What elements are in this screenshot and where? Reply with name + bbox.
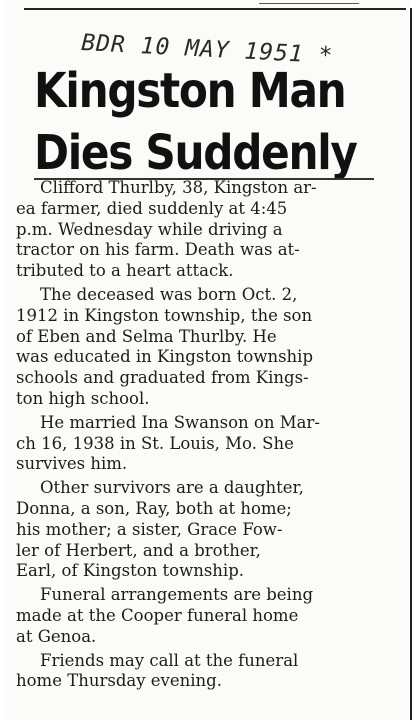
paragraph-5 — [16, 585, 401, 647]
text-line: ch 16, 1938 in St. Louis, Mo. She — [16, 433, 294, 453]
text-line: Friends may call at the funeral — [40, 650, 299, 670]
headline — [34, 60, 404, 184]
text-line: Donna, a son, Ray, both at home; — [16, 498, 292, 518]
text-line: of Eben and Selma Thurlby. He — [16, 326, 277, 346]
clipping-right-border — [410, 8, 412, 720]
text-line: The deceased was born Oct. 2, — [40, 284, 298, 304]
text-line: Funeral arrangements are being — [40, 585, 314, 605]
text-line: his mother; a sister, Grace Fow- — [16, 519, 283, 539]
text-line: Other survivors are a daughter, — [40, 478, 304, 498]
text-line: survives him. — [16, 454, 128, 474]
text-line: ton high school. — [16, 388, 150, 408]
text-line: He married Ina Swanson on Mar- — [40, 412, 320, 432]
text-line: Earl, of Kingston township. — [16, 561, 245, 581]
headline-line-1: Kingston Man — [34, 63, 346, 119]
clipping-top-rule — [259, 3, 359, 4]
headline-line-2: Dies Suddenly — [34, 125, 357, 181]
article-body — [16, 175, 401, 692]
text-line: ea farmer, died suddenly at 4:45 — [16, 198, 288, 218]
text-line: made at the Cooper funeral home — [16, 605, 299, 625]
clipping-top-border — [24, 8, 406, 10]
paragraph-3 — [16, 413, 401, 475]
text-line: ler of Herbert, and a brother, — [16, 540, 261, 560]
paragraph-4 — [16, 478, 401, 582]
paragraph-6 — [16, 651, 401, 693]
paragraph-2 — [16, 285, 401, 410]
text-line: home Thursday evening. — [16, 671, 222, 691]
text-line: tractor on his farm. Death was at- — [16, 240, 300, 260]
paragraph-1 — [16, 178, 401, 282]
handwritten-date-note: BDR 10 MAY 1951 * — [80, 30, 335, 70]
text-line: tributed to a heart attack. — [16, 261, 234, 281]
text-line: 1912 in Kingston township, the son — [16, 305, 313, 325]
text-line: at Genoa. — [16, 626, 97, 646]
newspaper-clipping — [4, 0, 409, 720]
text-line: Clifford Thurlby, 38, Kingston ar- — [40, 178, 317, 197]
text-line: was educated in Kingston township — [16, 347, 313, 367]
text-line: schools and graduated from Kings- — [16, 368, 309, 388]
text-line: p.m. Wednesday while driving a — [16, 219, 283, 239]
